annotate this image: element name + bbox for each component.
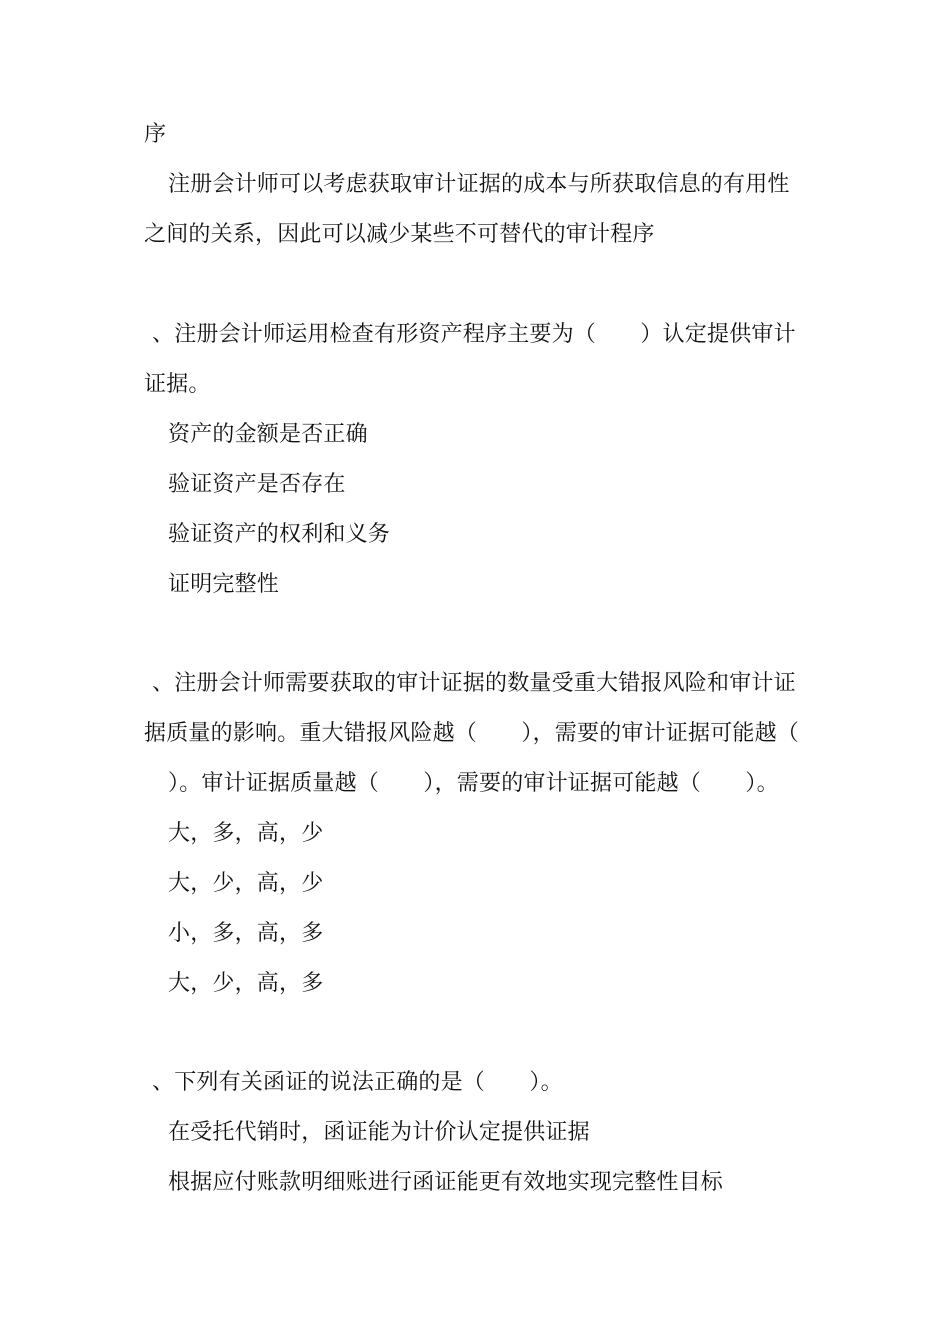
option-text: 证明完整性 <box>168 572 280 597</box>
option-text: 在受托代销时，函证能为计价认定提供证据 <box>168 1120 590 1145</box>
option-text: 资产的金额是否正确 <box>168 422 368 447</box>
option-text: 验证资产的权利和义务 <box>168 522 391 547</box>
option-text: 大，少，高，少 <box>168 871 324 896</box>
option-text: 大，少，高，多 <box>168 971 324 996</box>
question-text: 证据。 <box>144 372 211 397</box>
question-text: 据质量的影响。重大错报风险越（ ），需要的审计证据可能越（ <box>144 721 800 746</box>
option-text: 验证资产是否存在 <box>168 472 346 497</box>
option-text: 根据应付账款明细账进行函证能更有效地实现完整性目标 <box>168 1170 724 1195</box>
question-text: 、下列有关函证的说法正确的是（ ）。 <box>152 1070 563 1095</box>
text-line: 之间的关系，因此可以减少某些不可替代的审计程序 <box>144 222 655 247</box>
option-text: 大，多，高，少 <box>168 821 324 846</box>
question-text: 、注册会计师运用检查有形资产程序主要为（ ）认定提供审计 <box>152 322 796 347</box>
question-text: 、注册会计师需要获取的审计证据的数量受重大错报风险和审计证 <box>152 671 796 696</box>
question-text: ）。审计证据质量越（ ），需要的审计证据可能越（ ）。 <box>168 771 779 796</box>
text-line: 注册会计师可以考虑获取审计证据的成本与所获取信息的有用性 <box>168 172 790 197</box>
option-text: 小，多，高，多 <box>168 921 324 946</box>
text-line: 序 <box>144 122 167 147</box>
